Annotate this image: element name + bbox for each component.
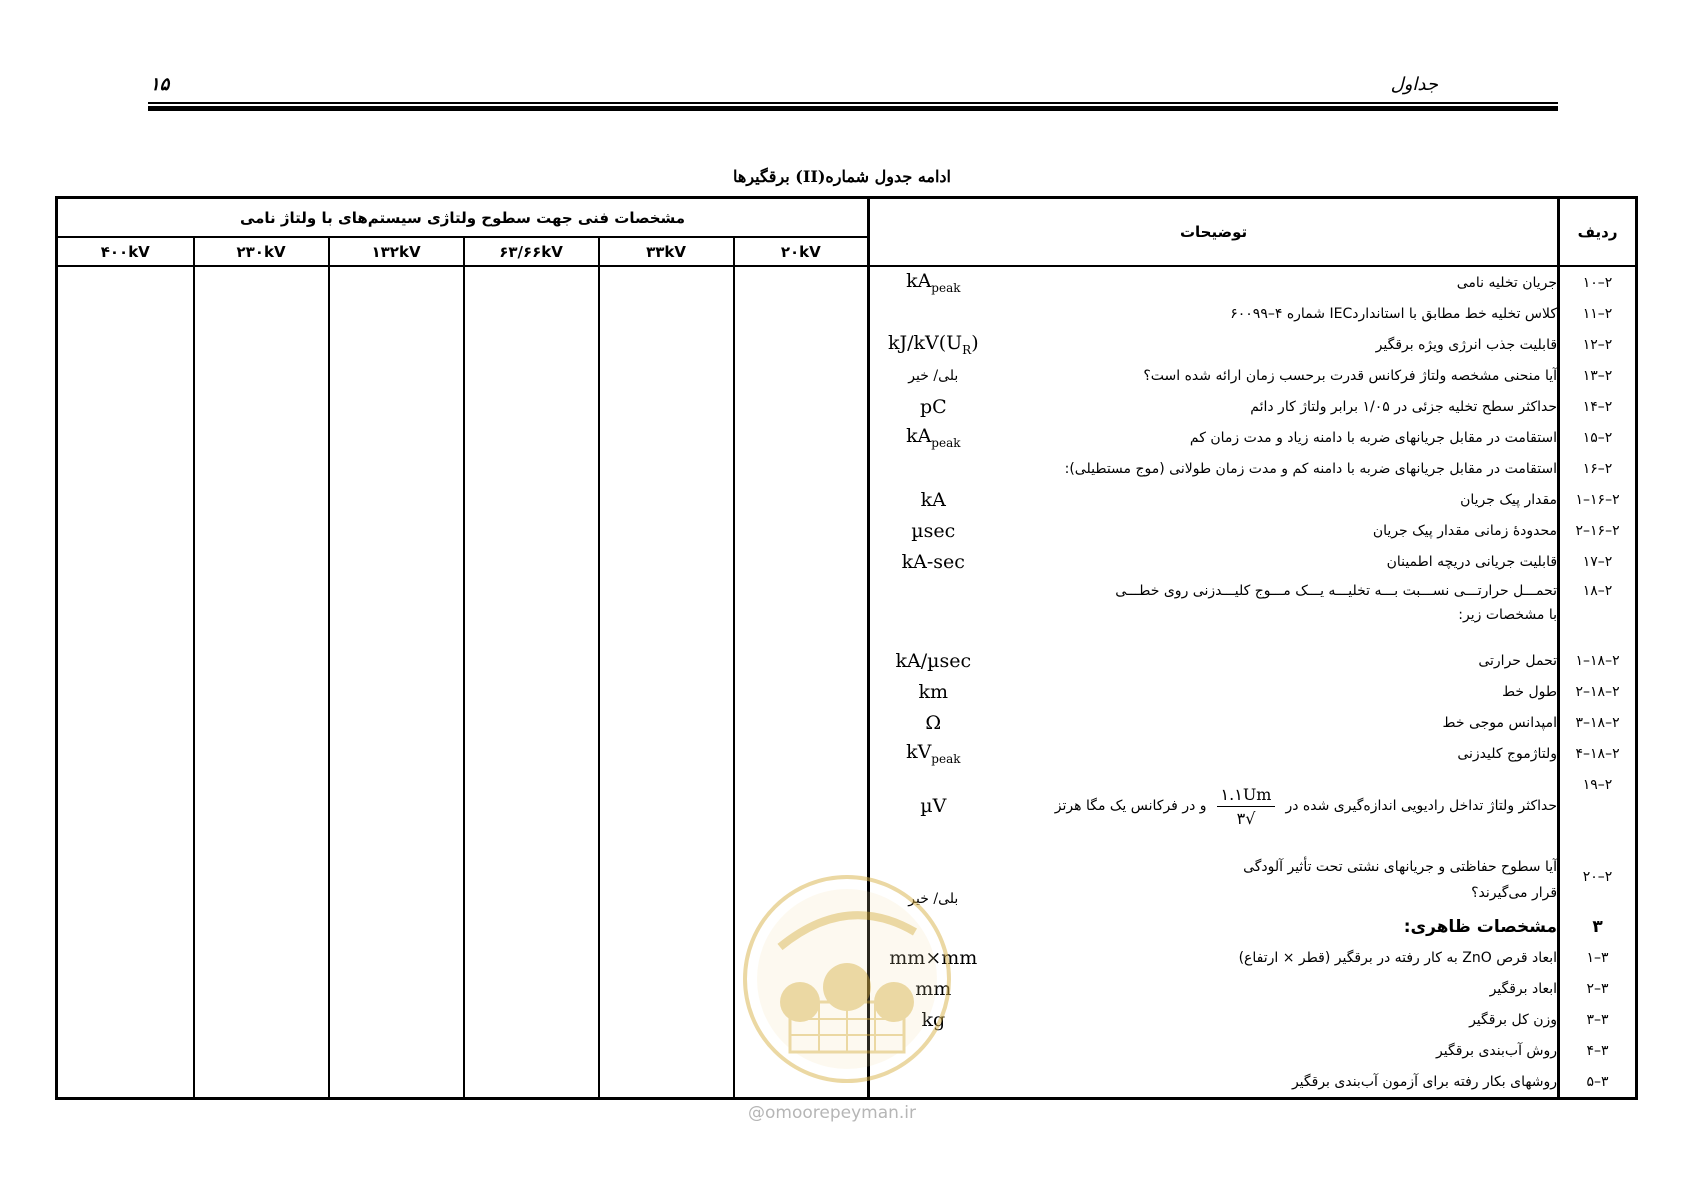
row-number: ۲–۱۳ [1559, 360, 1637, 391]
row-number: ۲–۱۸ [1559, 577, 1637, 645]
row-number: ۲–۲۰ [1559, 843, 1637, 911]
row-description: ولتاژموج کلیدزنی [1457, 745, 1558, 762]
row-description: طول خط [1502, 683, 1558, 700]
row-description: امپدانس موجی خط [1442, 714, 1558, 731]
row-unit [869, 577, 997, 645]
row-unit [869, 298, 997, 329]
specs-group-header: مشخصات فنی جهت سطوح ولتاژی سیستم‌های با ولتاژ نامی [57, 198, 869, 238]
row-unit: بلی/ خیر [908, 367, 959, 384]
value-cell-230kv[interactable] [194, 266, 329, 1099]
row-unit: mm [915, 977, 952, 1000]
row-number: ۲–۱۸–۳ [1559, 707, 1637, 738]
row-description: استقامت در مقابل جریانهای ضربه با دامنه کم و مدت زمان طولانی (موج مستطیلی): [1064, 460, 1558, 477]
value-cell-400kv[interactable] [57, 266, 194, 1099]
row-description [997, 769, 1559, 843]
row-description [997, 843, 1559, 911]
row-unit: $kA_{peak}$ [906, 425, 961, 450]
row-unit: mm×mm [889, 946, 978, 969]
row-description [997, 577, 1559, 645]
row-description-text: حداکثر ولتاژ تداخل رادیویی اندازه‌گیری شده در [1285, 798, 1558, 814]
row-number: ۲–۱۶–۲ [1559, 515, 1637, 546]
watermark-site: @omoorepeyman.ir [748, 1103, 917, 1123]
row-number: ۲–۱۹ [1559, 769, 1637, 843]
voltage-header: ۱۳۲kV [329, 237, 464, 266]
row-number: ۲–۱۲ [1559, 329, 1637, 360]
row-description: قابلیت جریانی دریچه اطمینان [1386, 553, 1558, 570]
row-unit [869, 911, 997, 942]
row-description: وزن کل برقگیر [1469, 1011, 1558, 1028]
row-number: ۳–۱ [1559, 942, 1637, 973]
voltage-header: ۲۰kV [734, 237, 869, 266]
value-cell-20kv[interactable] [734, 266, 869, 1099]
row-number: ۲–۱۱ [1559, 298, 1637, 329]
row-description-line: آیا سطوح حفاظتی و جریانهای نشتی تحت تأثیر آلودگی [1243, 859, 1558, 875]
description-column-header: توضیحات [869, 198, 1559, 267]
fraction-formula [1217, 785, 1276, 828]
row-number: ۲–۱۸–۴ [1559, 738, 1637, 769]
voltage-header: ۲۳۰kV [194, 237, 329, 266]
row-description: تحمل حرارتی [1478, 652, 1558, 669]
row-unit: µV [920, 795, 947, 817]
row-description: روشهای بکار رفته برای آزمون آب‌بندی برقگیر [1291, 1073, 1558, 1090]
row-description: استقامت در مقابل جریانهای ضربه با دامنه زیاد و مدت زمان کم [1189, 429, 1558, 446]
row-description: کلاس تخلیه خط مطابق با استانداردIEC شماره ۴–۶۰۰۹۹ [1230, 305, 1558, 322]
row-number: ۲–۱۶–۱ [1559, 484, 1637, 515]
row-description: مقدار پیک جریان [1460, 491, 1558, 508]
row-unit: $kJ/kV(U_R)$ [887, 332, 979, 357]
row-description-line: قرار می‌گیرند؟ [1471, 885, 1558, 901]
table-row [57, 266, 1637, 298]
row-unit: kA/µsec [895, 649, 972, 672]
row-number: ۳ [1559, 911, 1637, 942]
row-description: جریان تخلیه نامی [1456, 274, 1558, 291]
row-description-line: تحمـــل حرارتـــی نســـبت بـــه تخلیـــه یـــک مـــوج کلیـــدزنی روی خطـــی [1115, 583, 1558, 599]
row-description: محدودهٔ زمانی مقدار پیک جریان [1372, 522, 1558, 539]
row-unit [869, 1066, 997, 1099]
row-number: ۲–۱۶ [1559, 453, 1637, 484]
row-description: ابعاد قرص ZnO به کار رفته در برقگیر (قطر × ارتفاع) [1238, 949, 1558, 966]
row-column-header: ردیف [1559, 198, 1637, 267]
row-unit: بلی/ خیر [908, 891, 959, 907]
row-description-text: و در فرکانس یک مگا هرتز [1054, 798, 1207, 814]
row-number: ۳–۴ [1559, 1035, 1637, 1066]
row-description: روش آب‌بندی برقگیر [1436, 1042, 1558, 1059]
row-description: مشخصات ظاهری: [1403, 916, 1558, 937]
row-number: ۳–۳ [1559, 1004, 1637, 1035]
page-number: ۱۵ [150, 74, 170, 95]
value-cell-33kv[interactable] [599, 266, 734, 1099]
row-number: ۲–۱۸–۲ [1559, 676, 1637, 707]
row-description: قابلیت جذب انرژی ویژه برقگیر [1375, 336, 1558, 353]
row-unit: pC [919, 395, 947, 418]
voltage-header: ۳۳kV [599, 237, 734, 266]
row-number: ۲–۱۸–۱ [1559, 645, 1637, 676]
row-number: ۲–۱۴ [1559, 391, 1637, 422]
value-cell-132kv[interactable] [329, 266, 464, 1099]
row-unit: Ω [925, 711, 942, 734]
value-cell-63kv[interactable] [464, 266, 599, 1099]
voltage-header: ۶۳/۶۶kV [464, 237, 599, 266]
row-unit: $kA_{peak}$ [906, 270, 961, 295]
row-unit [869, 1035, 997, 1066]
row-number: ۲–۱۰ [1559, 266, 1637, 298]
table-caption: ادامه جدول شماره(II) برقگیرها [733, 167, 951, 186]
row-number: ۲–۱۵ [1559, 422, 1637, 453]
row-number: ۳–۵ [1559, 1066, 1637, 1099]
row-unit: kg [921, 1008, 946, 1031]
row-unit: kA [920, 488, 946, 511]
row-description: ابعاد برقگیر [1489, 980, 1558, 997]
fraction-numerator: ۱.۱Um [1217, 785, 1276, 807]
row-number: ۳–۲ [1559, 973, 1637, 1004]
row-number: ۲–۱۷ [1559, 546, 1637, 577]
row-description: آیا منحنی مشخصه ولتاژ فرکانس قدرت برحسب زمان ارائه شده است؟ [1143, 367, 1558, 384]
section-title: جداول [1390, 74, 1438, 95]
row-unit [869, 453, 997, 484]
voltage-header: ۴۰۰kV [57, 237, 194, 266]
row-unit: µsec [911, 519, 956, 542]
row-description-line: با مشخصات زیر: [1458, 607, 1558, 623]
specifications-table [55, 196, 1638, 1100]
row-unit: km [918, 680, 949, 703]
header-rule-thick [148, 106, 1558, 111]
row-description: حداکثر سطح تخلیه جزئی در ۱/۰۵ برابر ولتاژ کار دائم [1250, 398, 1558, 415]
header-rule-thin [148, 102, 1558, 104]
row-unit: kA-sec [901, 550, 965, 573]
row-unit: $kV_{peak}$ [906, 741, 961, 766]
fraction-denominator: √۳ [1236, 808, 1256, 828]
